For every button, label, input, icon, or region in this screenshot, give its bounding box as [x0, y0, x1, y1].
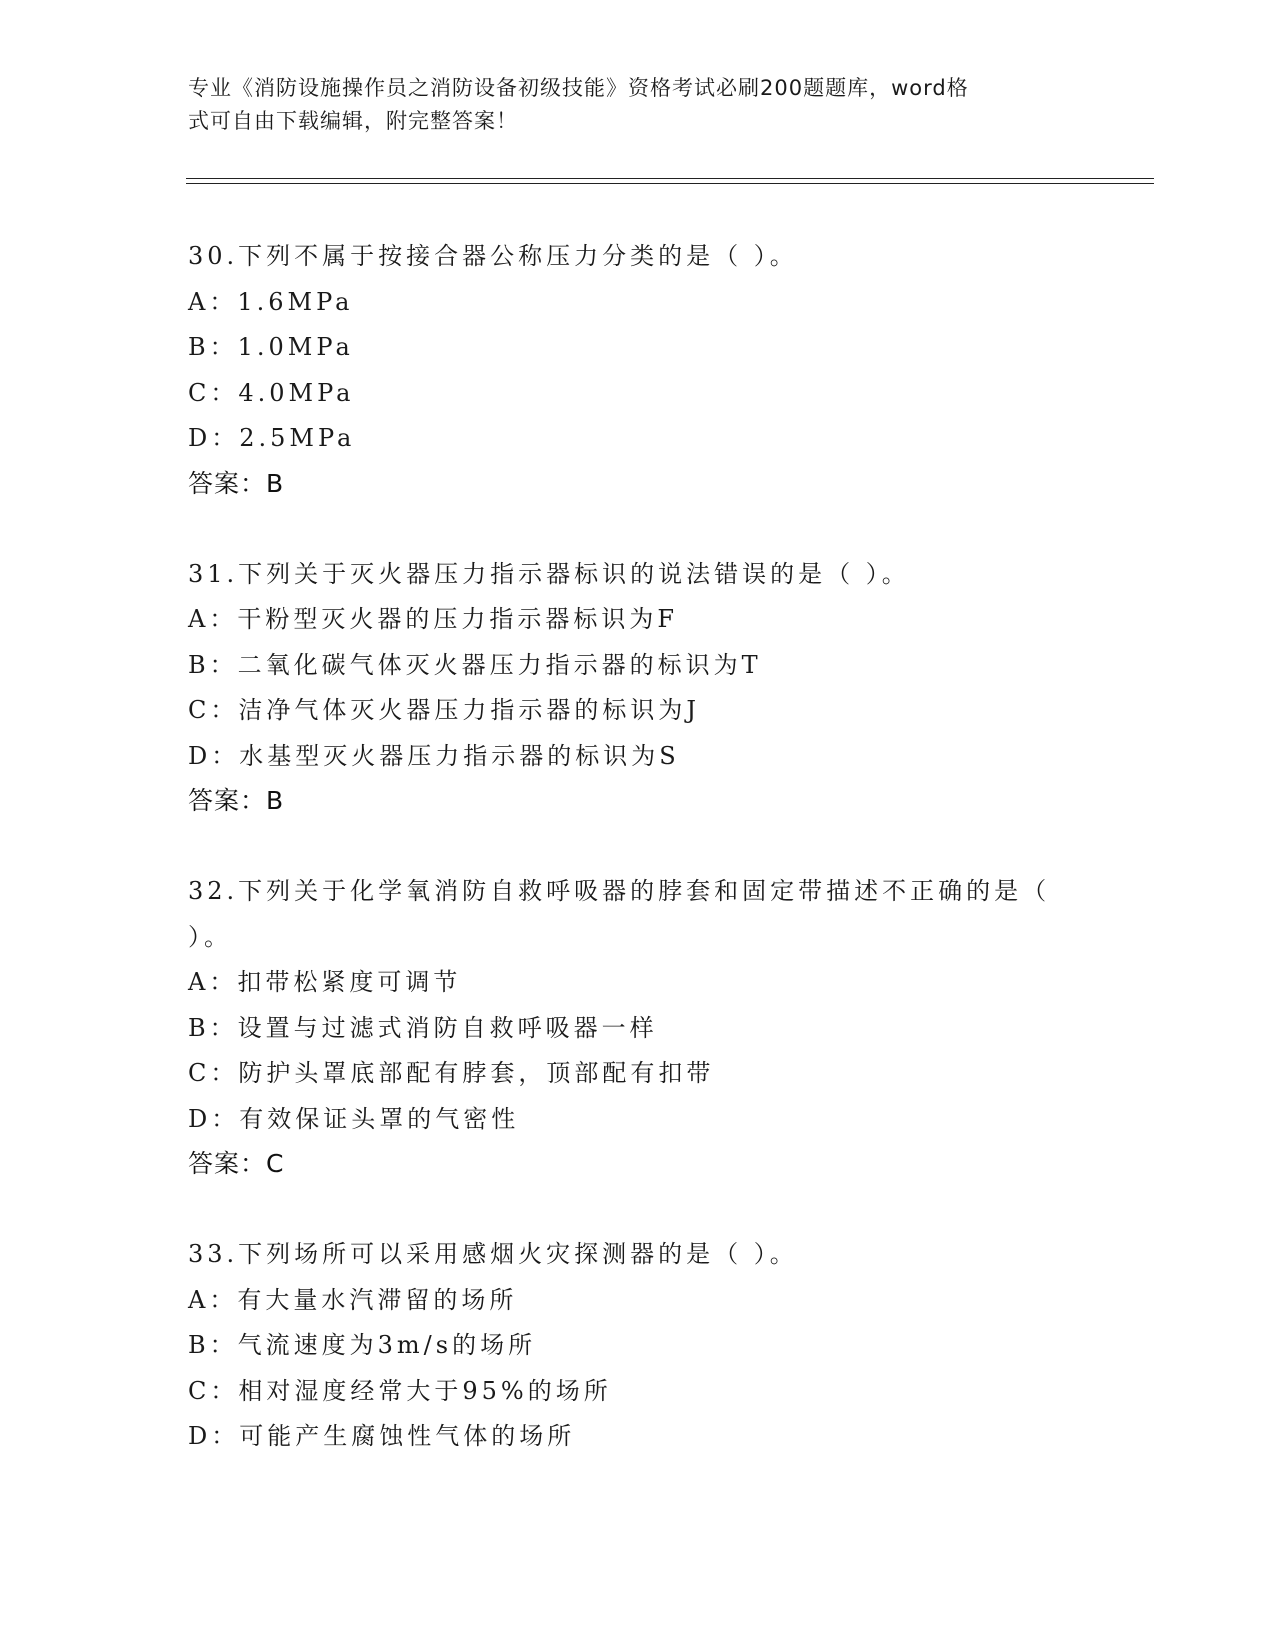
option-c: C：相对湿度经常大于95%的场所: [188, 1376, 612, 1405]
header-line-2: 式可自由下载编辑，附完整答案！: [188, 109, 518, 133]
option-d: D：水基型灭火器压力指示器的标识为S: [188, 741, 680, 770]
option-d: D：可能产生腐蚀性气体的场所: [188, 1422, 576, 1450]
question-stem-continuation: ）。: [188, 922, 232, 951]
header-divider-bottom: [186, 183, 1154, 184]
question-33: [188, 1232, 1088, 1460]
option-b: B：二氧化碳气体灭火器压力指示器的标识为T: [188, 650, 762, 679]
option-d: D：2.5MPa: [188, 424, 356, 452]
header-line-1: 专业《消防设施操作员之消防设备初级技能》资格考试必刷200题题库，word格: [188, 76, 969, 100]
option-b: B：1.0MPa: [188, 333, 354, 361]
question-32: [188, 869, 1088, 1186]
option-a: A：扣带松紧度可调节: [188, 968, 462, 996]
question-stem: 33.下列场所可以采用感烟火灾探测器的是（ ）。: [188, 1240, 798, 1268]
option-a: A：干粉型灭火器的压力指示器标识为F: [188, 605, 678, 633]
question-30: [188, 234, 1088, 506]
option-d: D：有效保证头罩的气密性: [188, 1104, 520, 1133]
option-c: C：防护头罩底部配有脖套，顶部配有扣带: [188, 1059, 715, 1087]
option-b: B：气流速度为3m/s的场所: [188, 1331, 537, 1359]
question-stem: 32.下列关于化学氧消防自救呼吸器的脖套和固定带描述不正确的是（: [188, 877, 1051, 905]
header-divider-top: [186, 178, 1154, 179]
option-c: C：洁净气体灭火器压力指示器的标识为J: [188, 696, 700, 724]
answer-label: 答案：B: [188, 786, 285, 815]
option-a: A：1.6MPa: [188, 287, 354, 316]
answer-label: 答案：C: [188, 1149, 285, 1178]
question-list: [188, 234, 1088, 1506]
option-c: C：4.0MPa: [188, 378, 355, 407]
answer-label: 答案：B: [188, 468, 285, 498]
option-b: B：设置与过滤式消防自救呼吸器一样: [188, 1013, 658, 1042]
question-31: [188, 552, 1088, 824]
question-stem: 31.下列关于灭火器压力指示器标识的说法错误的是（ ）。: [188, 559, 910, 588]
question-stem: 30.下列不属于按接合器公称压力分类的是（ ）。: [188, 242, 798, 270]
option-a: A：有大量水汽滞留的场所: [188, 1285, 518, 1314]
document-header: [188, 72, 1068, 138]
